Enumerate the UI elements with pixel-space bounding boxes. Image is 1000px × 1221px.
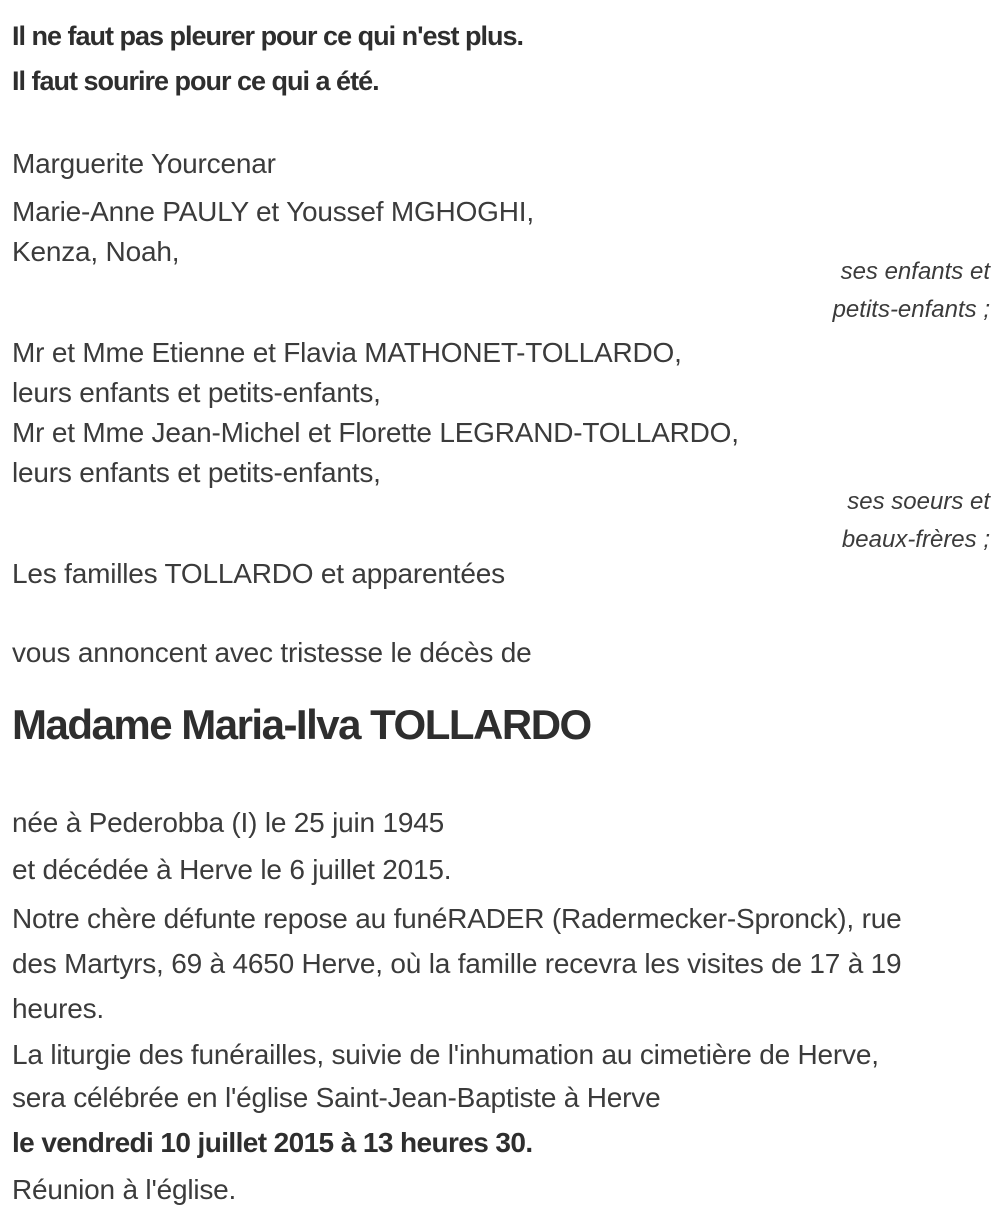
- repose-paragraph: [12, 896, 990, 1031]
- siblings-role-line: ses soeurs et: [847, 488, 990, 515]
- children-line: Kenza, Noah,: [12, 236, 180, 267]
- meeting-line: Réunion à l'église.: [12, 1174, 237, 1205]
- deceased-name: Madame Maria-Ilva TOLLARDO: [12, 701, 591, 748]
- siblings-group: [12, 333, 990, 493]
- liturgy-line: La liturgie des funérailles, suivie de l'inhumation au cimetière de Herve,: [12, 1039, 879, 1070]
- siblings-line: leurs enfants et petits-enfants,: [12, 457, 381, 488]
- children-role-line: petits-enfants ;: [832, 296, 990, 323]
- repose-line: des Martyrs, 69 à 4650 Herve, où la famille recevra les visites de 17 à 19: [12, 948, 902, 979]
- siblings-line: Mr et Mme Etienne et Flavia MATHONET-TOLLARDO,: [12, 337, 682, 368]
- announcement-line: vous annoncent avec tristesse le décès de: [12, 637, 532, 668]
- siblings-role-line: beaux-frères ;: [841, 526, 990, 553]
- birth-line: née à Pederobba (I) le 25 juin 1945: [12, 807, 444, 838]
- death-line: et décédée à Herve le 6 juillet 2015.: [12, 854, 452, 885]
- children-role-line: ses enfants et: [840, 258, 990, 285]
- repose-line: Notre chère défunte repose au funéRADER (Radermecker-Spronck), rue: [12, 903, 902, 934]
- funeral-date-line: le vendredi 10 juillet 2015 à 13 heures 30.: [12, 1127, 533, 1158]
- liturgy-paragraph: [12, 1033, 990, 1119]
- families-line: Les familles TOLLARDO et apparentées: [12, 558, 505, 589]
- quote-line-1: Il ne faut pas pleurer pour ce qui n'est plus.: [12, 21, 524, 51]
- siblings-role-note: [12, 483, 990, 559]
- siblings-line: leurs enfants et petits-enfants,: [12, 377, 381, 408]
- liturgy-line: sera célébrée en l'église Saint-Jean-Baptiste à Herve: [12, 1082, 661, 1113]
- quote-author: Marguerite Yourcenar: [12, 148, 276, 179]
- repose-line: heures.: [12, 993, 104, 1024]
- siblings-line: Mr et Mme Jean-Michel et Florette LEGRAND-TOLLARDO,: [12, 417, 739, 448]
- children-line: Marie-Anne PAULY et Youssef MGHOGHI,: [12, 196, 534, 227]
- quote-line-2: Il faut sourire pour ce qui a été.: [12, 66, 379, 96]
